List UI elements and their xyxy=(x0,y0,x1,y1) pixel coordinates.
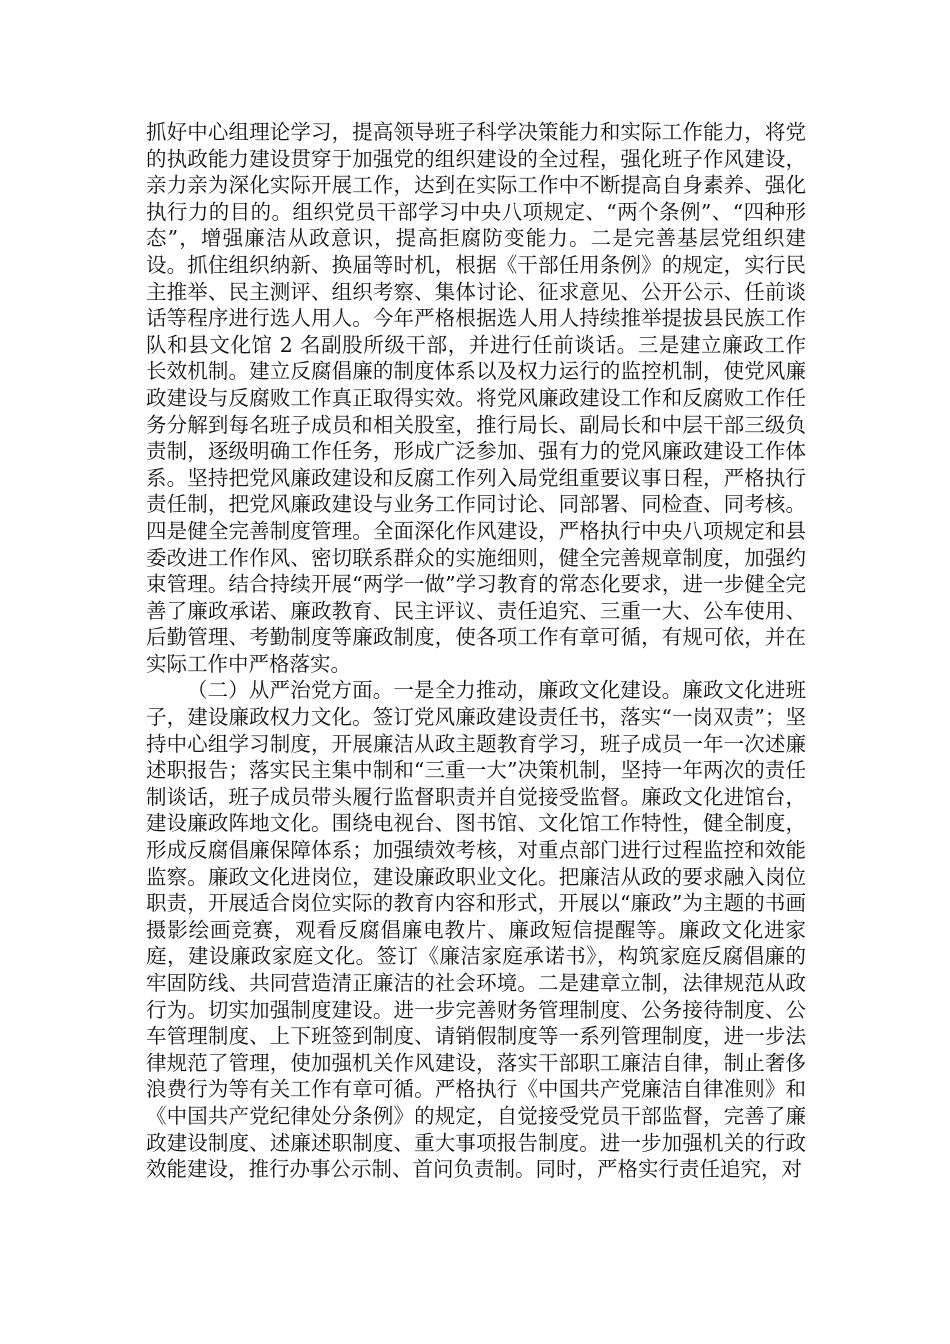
document-body xyxy=(146,119,806,1183)
paragraph-2: （二）从严治党方面。一是全力推动，廉政文化建设。廉政文化进班子，建设廉政权力文化。签订党风廉政建设责任书，落实“一岗双责”；坚持中心组学习制度，开展廉洁从政主题教育学习，班子成员一年一次述廉述职报告；落实民主集中制和“三重一大”决策机制，坚持一年两次的责任制谈话，班子成员带头履行监督职责并自觉接受监督。廉政文化进馆台，建设廉政阵地文化。围绕电视台、图书馆、文化馆工作特性，健全制度，形成反腐倡廉保障体系；加强绩效考核，对重点部门进行过程监控和效能监察。廉政文化进岗位，建设廉政职业文化。把廉洁从政的要求融入岗位职责，开展适合岗位实际的教育内容和形式，开展以“廉政”为主题的书画摄影绘画竞赛，观看反腐倡廉电教片、廉政短信提醒等。廉政文化进家庭，建设廉政家庭文化。签订《廉洁家庭承诺书》，构筑家庭反腐倡廉的牢固防线、共同营造清正廉洁的社会环境。二是建章立制，法律规范从政行为。切实加强制度建设。进一步完善财务管理制度、公务接待制度、公车管理制度、上下班签到制度、请销假制度等一系列管理制度，进一步法律规范了管理，使加强机关作风建设，落实干部职工廉洁自律，制止奢侈浪费行为等有关工作有章可循。严格执行《中国共产党廉洁自律准则》和《中国共产党纪律处分条例》的规定，自觉接受党员干部监督，完善了廉政建设制度、述廉述职制度、重大事项报告制度。进一步加强机关的行政效能建设，推行办事公示制、首问负责制。同时，严格实行责任追究，对 xyxy=(146,678,806,1182)
paragraph-1: 抓好中心组理论学习，提高领导班子科学决策能力和实际工作能力，将党的执政能力建设贯穿于加强党的组织建设的全过程，强化班子作风建设，亲力亲为深化实际开展工作，达到在实际工作中不断提高自身素养、强化执行力的目的。组织党员干部学习中央八项规定、“两个条例”、“四种形态”，增强廉洁从政意识，提高拒腐防变能力。二是完善基层党组织建设。抓住组织纳新、换届等时机，根据《干部任用条例》的规定，实行民主推举、民主测评、组织考察、集体讨论、征求意见、公开公示、任前谈话等程序进行选人用人。今年严格根据选人用人持续推举提拔县民族工作队和县文化馆 2 名副股所级干部，并进行任前谈话。三是建立廉政工作长效机制。建立反腐倡廉的制度体系以及权力运行的监控机制，使党风廉政建设与反腐败工作真正取得实效。将党风廉政建设工作和反腐败工作任务分解到每名班子成员和相关股室，推行局长、副局长和中层干部三级负责制，逐级明确工作任务，形成广泛参加、强有力的党风廉政建设工作体系。坚持把党风廉政建设和反腐工作列入局党组重要议事日程，严格执行责任制，把党风廉政建设与业务工作同讨论、同部署、同检查、同考核。四是健全完善制度管理。全面深化作风建设，严格执行中央八项规定和县委改进工作作风、密切联系群众的实施细则，健全完善规章制度，加强约束管理。结合持续开展“两学一做”学习教育的常态化要求，进一步健全完善了廉政承诺、廉政教育、民主评议、责任追究、三重一大、公车使用、后勤管理、考勤制度等廉政制度，使各项工作有章可循，有规可依，并在实际工作中严格落实。 xyxy=(146,120,806,676)
